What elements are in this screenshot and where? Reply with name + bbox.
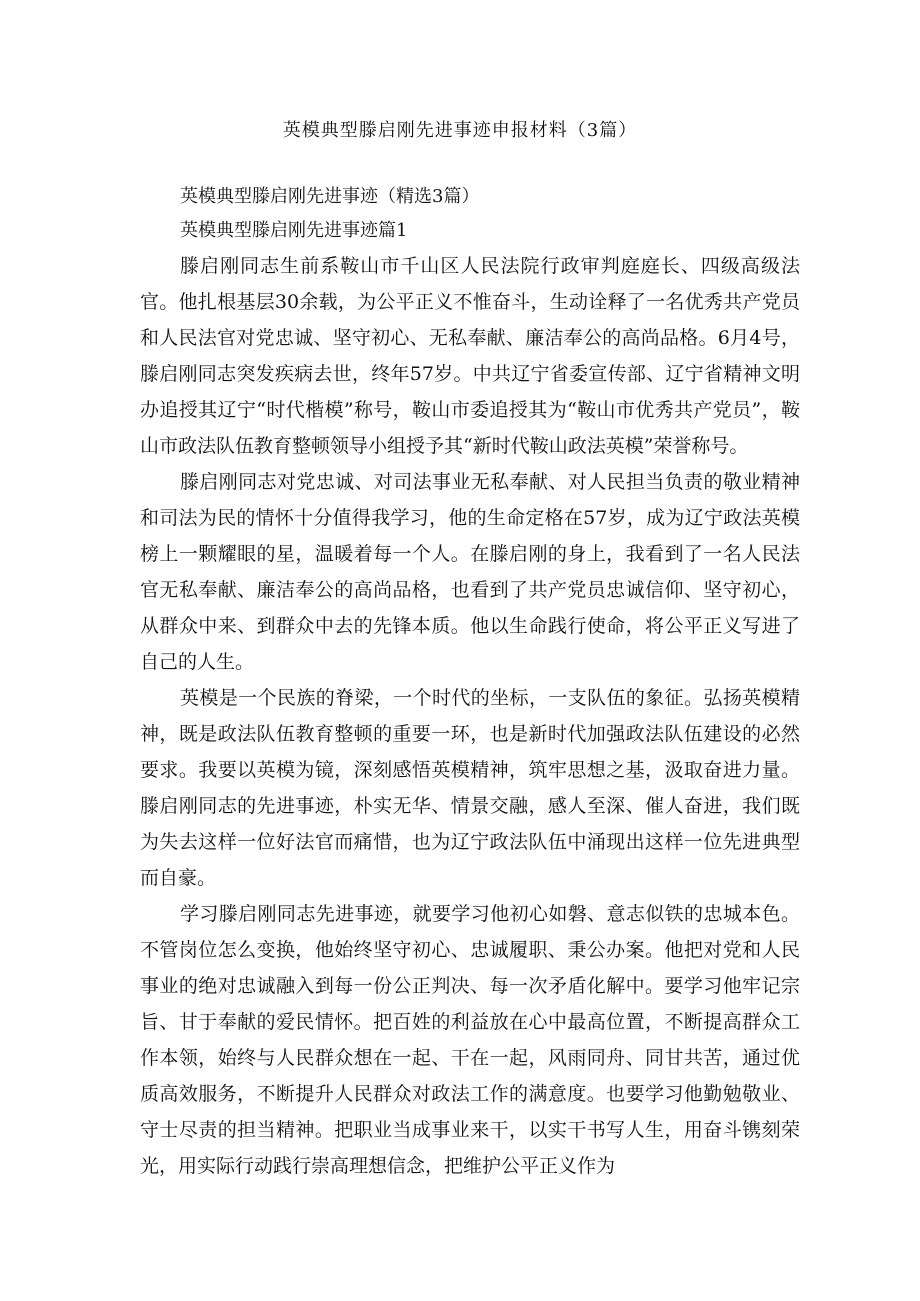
document-body — [140, 180, 800, 1184]
paragraph: 滕启刚同志生前系鞍山市千山区人民法院行政审判庭庭长、四级高级法官。他扎根基层30余载，为公平正义不惟奋斗，生动诠释了一名优秀共产党员和人民法官对党忠诚、坚守初心、无私奉献、廉洁奉公的高尚品格。6月4号，滕启刚同志突发疾病去世，终年57岁。中共辽宁省委宣传部、辽宁省精神文明办追授其辽宁“时代楷模”称号，鞍山市委追授其为“鞍山市优秀共产党员”，鞍山市政法队伍教育整顿领导小组授予其“新时代鞍山政法英模”荣誉称号。 — [140, 255, 800, 457]
document-subtitle: 英模典型滕启刚先进事迹（精选3篇） — [180, 186, 480, 207]
section-heading: 英模典型滕启刚先进事迹篇1 — [180, 220, 408, 241]
paragraph: 滕启刚同志对党忠诚、对司法事业无私奉献、对人民担当负责的敬业精神和司法为民的情怀十分值得我学习，他的生命定格在57岁，成为辽宁政法英模榜上一颗耀眼的星，温暖着每一个人。在滕启刚的身上，我看到了一名人民法官无私奉献、廉洁奉公的高尚品格，也看到了共产党员忠诚信仰、坚守初心，从群众中来、到群众中去的先锋本质。他以生命践行使命，将公平正义写进了自己的人生。 — [140, 471, 800, 673]
paragraph: 学习滕启刚同志先进事迹，就要学习他初心如磐、意志似铁的忠城本色。不管岗位怎么变换，他始终坚守初心、忠诚履职、秉公办案。他把对党和人民事业的绝对忠诚融入到每一份公正判决、每一次矛盾化解中。要学习他牢记宗旨、甘于奉献的爱民情怀。把百姓的利益放在心中最高位置，不断提高群众工作本领，始终与人民群众想在一起、干在一起，风雨同舟、同甘共苦，通过优质高效服务，不断提升人民群众对政法工作的满意度。也要学习他勤勉敬业、守士尽责的担当精神。把职业当成事业来干，以实干书写人生，用奋斗镌刻荣光，用实际行动践行崇高理想信念，把维护公平正义作为 — [140, 903, 800, 1177]
document-title: 英模典型滕启刚先进事迹申报材料（3篇） — [282, 120, 638, 141]
paragraph: 英模是一个民族的脊梁，一个时代的坐标，一支队伍的象征。弘扬英模精神，既是政法队伍教育整顿的重要一环，也是新时代加强政法队伍建设的必然要求。我要以英模为镜，深刻感悟英模精神，筑牢思想之基，汲取奋进力量。滕启刚同志的先进事迹，朴实无华、情景交融，感人至深、催人奋进，我们既为失去这样一位好法官而痛惜，也为辽宁政法队伍中涌现出这样一位先进典型而自豪。 — [140, 687, 800, 889]
